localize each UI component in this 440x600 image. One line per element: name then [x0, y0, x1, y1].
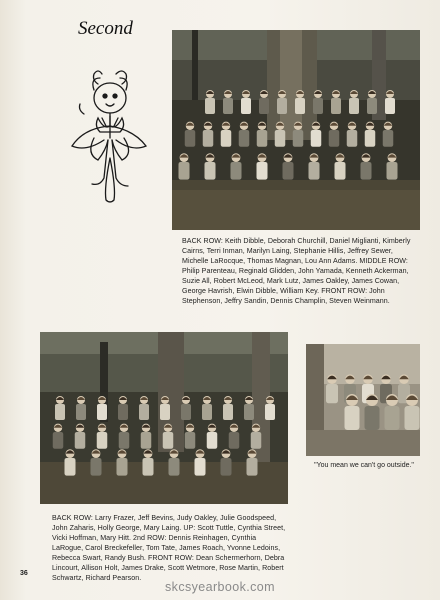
student-figure	[202, 396, 212, 420]
student-figure	[160, 396, 170, 420]
student-figure	[207, 424, 218, 449]
student-figure	[118, 396, 128, 420]
student-figure	[367, 90, 377, 114]
student-figure	[181, 396, 191, 420]
student-figure	[223, 90, 233, 114]
student-figure	[275, 122, 286, 147]
class-photo-woods	[172, 30, 420, 230]
student-figure	[91, 449, 102, 475]
student-figure	[365, 394, 380, 430]
student-figure	[329, 122, 340, 147]
student-figure	[139, 396, 149, 420]
student-figure	[251, 424, 262, 449]
student-figure	[53, 424, 64, 449]
student-figure	[335, 153, 346, 179]
student-figure	[205, 153, 216, 179]
student-figure	[309, 153, 320, 179]
candid-photo-indoors	[306, 344, 420, 456]
student-figure	[385, 90, 395, 114]
student-figure	[283, 153, 294, 179]
student-figure	[265, 396, 275, 420]
student-figure	[293, 122, 304, 147]
student-figure	[405, 394, 420, 430]
student-figure	[55, 396, 65, 420]
student-figure	[221, 449, 232, 475]
student-figure	[345, 394, 360, 430]
photo2-caption: BACK ROW: Larry Frazer, Jeff Bevins, Judy Oakley, Julie Goodspeed, John Zaharis, Holly George, Mary Laing. UP: Scott Tuttle, Cynthia Street, Vicki Hoffman, Mary Hitt. 2nd ROW: Dennis Reinhagen, Cynthia LaRogue, Carol Breckefeller, Tom Tate, James Roach, Yvonne Ledoins, Rebecca Swart, Randy Bush. FRONT ROW: Dean Schermerhorn, Debra Lincourt, Allison Holt, James Drake, Scott Wetmore, Rose Martin, Robert Schwartz, Richard Pearson.	[52, 514, 286, 582]
page-number: 36	[20, 570, 28, 577]
student-figure	[185, 424, 196, 449]
student-figure	[117, 449, 128, 475]
class-photo-trees	[40, 332, 288, 504]
photo3-quote: "You mean we can't go outside."	[314, 462, 414, 469]
student-figure	[141, 424, 152, 449]
student-figure	[65, 449, 76, 475]
student-figure	[326, 374, 338, 403]
student-figure	[229, 424, 240, 449]
student-figure	[257, 122, 268, 147]
student-figure	[241, 90, 251, 114]
student-figure	[76, 396, 86, 420]
student-figure	[295, 90, 305, 114]
student-figure	[349, 90, 359, 114]
cartoon-fairy-doodle	[64, 68, 154, 208]
student-figure	[119, 424, 130, 449]
student-figure	[387, 153, 398, 179]
student-figure	[205, 90, 215, 114]
student-figure	[97, 424, 108, 449]
student-figure	[311, 122, 322, 147]
student-figure	[97, 396, 107, 420]
student-figure	[163, 424, 174, 449]
student-figure	[185, 122, 196, 147]
page-title: Second	[78, 18, 133, 39]
student-figure	[247, 449, 258, 475]
student-figure	[244, 396, 254, 420]
student-figure	[221, 122, 232, 147]
student-figure	[195, 449, 206, 475]
student-figure	[259, 90, 269, 114]
student-figure	[277, 90, 287, 114]
student-figure	[365, 122, 376, 147]
student-figure	[361, 153, 372, 179]
student-figure	[239, 122, 250, 147]
student-figure	[231, 153, 242, 179]
student-figure	[143, 449, 154, 475]
student-figure	[313, 90, 323, 114]
student-figure	[385, 394, 400, 430]
student-figure	[203, 122, 214, 147]
photo1-caption: BACK ROW: Keith Dibble, Deborah Churchill, Daniel Miglianti, Kimberly Cairns, Terri Inman, Marilyn Laing, Stephanie Hillis, Jeffrey Sewer, Michelle LaRocque, Thomas Magnan, Lou Ann Adams. MIDDLE ROW: Philip Parenteau, Reginald Glidden, John Yamada, Kenneth Ackerman, Suzie All, Robert McLeod, Mark Lutz, James Oakley, James Cowan, George Havrish, Elwin Dibble, William Key. FRONT ROW: John Stephenson, Jeffry Sandin, Dennis Champlin, Steven Weinmann.	[182, 237, 411, 305]
student-figure	[347, 122, 358, 147]
student-figure	[257, 153, 268, 179]
student-figure	[223, 396, 233, 420]
student-figure	[75, 424, 86, 449]
student-figure	[383, 122, 394, 147]
student-figure	[331, 90, 341, 114]
watermark: skcsyearbook.com	[165, 580, 275, 594]
student-figure	[179, 153, 190, 179]
student-figure	[169, 449, 180, 475]
